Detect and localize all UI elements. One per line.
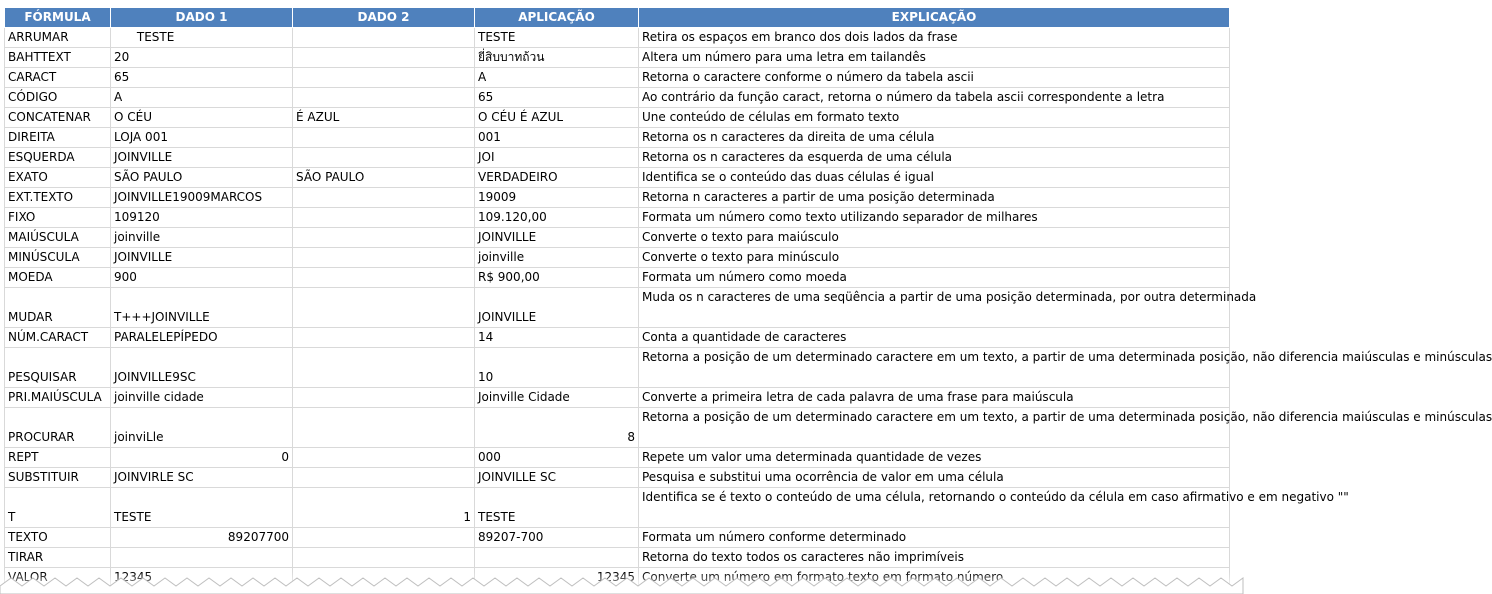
cell-dado2[interactable] <box>293 448 475 468</box>
cell-explicacao[interactable]: Retorna os n caracteres da direita de uma célula <box>639 128 1230 148</box>
cell-formula[interactable]: TEXTO <box>5 528 111 548</box>
cell-formula[interactable]: BAHTTEXT <box>5 48 111 68</box>
cell-formula[interactable]: PESQUISAR <box>5 348 111 388</box>
cell-dado2[interactable] <box>293 288 475 328</box>
cell-explicacao[interactable]: Retorna n caracteres a partir de uma posição determinada <box>639 188 1230 208</box>
cell-explicacao[interactable]: Identifica se é texto o conteúdo de uma célula, retornando o conteúdo da célula em caso afirmativo e em negativo "" <box>639 488 1230 528</box>
cell-explicacao[interactable]: Repete um valor uma determinada quantidade de vezes <box>639 448 1230 468</box>
cell-aplicacao[interactable]: JOINVILLE SC <box>475 468 639 488</box>
cell-explicacao[interactable]: Retorna a posição de um determinado caractere em um texto, a partir de uma determinada posição, não diferencia maiúsculas e minúsculas <box>639 348 1230 388</box>
cell-formula[interactable]: CONCATENAR <box>5 108 111 128</box>
cell-aplicacao[interactable]: 109.120,00 <box>475 208 639 228</box>
cell-explicacao[interactable]: Converte a primeira letra de cada palavra de uma frase para maiúscula <box>639 388 1230 408</box>
cell-dado1[interactable]: PARALELEPÍPEDO <box>111 328 293 348</box>
cell-formula[interactable]: PRI.MAIÚSCULA <box>5 388 111 408</box>
cell-dado1[interactable]: JOINVILLE9SC <box>111 348 293 388</box>
cell-dado2[interactable] <box>293 348 475 388</box>
cell-aplicacao[interactable]: JOI <box>475 148 639 168</box>
cell-explicacao[interactable]: Converte o texto para maiúsculo <box>639 228 1230 248</box>
cell-dado1[interactable]: TESTE <box>111 28 293 48</box>
cell-dado1[interactable]: joinville <box>111 228 293 248</box>
cell-aplicacao[interactable] <box>475 548 639 568</box>
cell-explicacao[interactable]: Muda os n caracteres de uma seqüência a partir de uma posição determinada, por outra determinada <box>639 288 1230 328</box>
table-row <box>5 228 1230 248</box>
table-row <box>5 488 1230 528</box>
cell-dado2[interactable] <box>293 468 475 488</box>
cell-explicacao[interactable]: Pesquisa e substitui uma ocorrência de valor em uma célula <box>639 468 1230 488</box>
cell-dado2[interactable] <box>293 88 475 108</box>
cell-dado1[interactable]: 109120 <box>111 208 293 228</box>
table-row <box>5 388 1230 408</box>
cell-dado2[interactable] <box>293 548 475 568</box>
cell-formula[interactable]: CARACT <box>5 68 111 88</box>
table-row <box>5 468 1230 488</box>
cell-aplicacao[interactable]: A <box>475 68 639 88</box>
table-row <box>5 208 1230 228</box>
cell-dado1[interactable]: JOINVIRLE SC <box>111 468 293 488</box>
cell-dado2[interactable] <box>293 528 475 548</box>
cell-aplicacao[interactable]: JOINVILLE <box>475 228 639 248</box>
cell-explicacao[interactable]: Retorna o caractere conforme o número da tabela ascii <box>639 68 1230 88</box>
cell-aplicacao[interactable]: R$ 900,00 <box>475 268 639 288</box>
cell-aplicacao[interactable]: 89207-700 <box>475 528 639 548</box>
table-body <box>5 28 1492 588</box>
cell-aplicacao[interactable]: Joinville Cidade <box>475 388 639 408</box>
cell-formula[interactable]: EXT.TEXTO <box>5 188 111 208</box>
cell-explicacao[interactable]: Retira os espaços em branco dos dois lados da frase <box>639 28 1230 48</box>
header-explicacao[interactable]: EXPLICAÇÃO <box>639 8 1230 28</box>
torn-edge <box>0 572 1243 594</box>
cell-dado1[interactable]: 89207700 <box>111 528 293 548</box>
cell-dado1[interactable]: 65 <box>111 68 293 88</box>
cell-formula[interactable]: SUBSTITUIR <box>5 468 111 488</box>
table-row <box>5 268 1230 288</box>
table-row <box>5 188 1230 208</box>
cell-dado2[interactable] <box>293 128 475 148</box>
cell-aplicacao[interactable]: joinville <box>475 248 639 268</box>
cell-formula[interactable]: CÓDIGO <box>5 88 111 108</box>
table-row <box>5 248 1230 268</box>
cell-dado2[interactable]: SÃO PAULO <box>293 168 475 188</box>
spreadsheet-table <box>4 7 1492 588</box>
table-row <box>5 128 1230 148</box>
cell-explicacao[interactable]: Retorna do texto todos os caracteres não imprimíveis <box>639 548 1230 568</box>
table-row <box>5 448 1230 468</box>
cell-dado2[interactable] <box>293 228 475 248</box>
cell-formula[interactable]: EXATO <box>5 168 111 188</box>
table-row <box>5 88 1230 108</box>
table-row <box>5 328 1230 348</box>
cell-dado1[interactable]: 900 <box>111 268 293 288</box>
cell-dado1[interactable]: joinville cidade <box>111 388 293 408</box>
cell-aplicacao[interactable]: 14 <box>475 328 639 348</box>
cell-formula[interactable]: FIXO <box>5 208 111 228</box>
cell-dado2[interactable] <box>293 148 475 168</box>
cell-dado1[interactable]: A <box>111 88 293 108</box>
cell-aplicacao[interactable]: ยี่สิบบาทถ้วน <box>475 48 639 68</box>
cell-dado2[interactable] <box>293 208 475 228</box>
table-row <box>5 48 1230 68</box>
cell-dado1[interactable]: JOINVILLE19009MARCOS <box>111 188 293 208</box>
cell-explicacao[interactable]: Ao contrário da função caract, retorna o número da tabela ascii correspondente a letra <box>639 88 1230 108</box>
table-row <box>5 408 1230 448</box>
cell-dado1[interactable] <box>111 548 293 568</box>
cell-formula[interactable]: PROCURAR <box>5 408 111 448</box>
cell-dado1[interactable]: JOINVILLE <box>111 148 293 168</box>
cell-dado1[interactable]: 20 <box>111 48 293 68</box>
cell-explicacao[interactable]: Identifica se o conteúdo das duas células é igual <box>639 168 1230 188</box>
cell-dado2[interactable] <box>293 248 475 268</box>
table-row <box>5 528 1230 548</box>
cell-dado2[interactable] <box>293 188 475 208</box>
cell-aplicacao[interactable]: 19009 <box>475 188 639 208</box>
header-aplicacao[interactable]: APLICAÇÃO <box>475 8 639 28</box>
cell-aplicacao[interactable]: TESTE <box>475 28 639 48</box>
cell-formula[interactable]: MUDAR <box>5 288 111 328</box>
cell-formula[interactable]: MOEDA <box>5 268 111 288</box>
cell-dado2[interactable]: É AZUL <box>293 108 475 128</box>
cell-formula[interactable]: MINÚSCULA <box>5 248 111 268</box>
cell-dado2[interactable]: 1 <box>293 488 475 528</box>
cell-formula[interactable]: TIRAR <box>5 548 111 568</box>
table-row <box>5 108 1230 128</box>
cell-explicacao[interactable]: Formata um número como texto utilizando separador de milhares <box>639 208 1230 228</box>
cell-dado1[interactable]: T+++JOINVILLE <box>111 288 293 328</box>
cell-formula[interactable]: DIREITA <box>5 128 111 148</box>
cell-aplicacao[interactable]: 001 <box>475 128 639 148</box>
cell-dado1[interactable]: JOINVILLE <box>111 248 293 268</box>
cell-aplicacao[interactable]: 000 <box>475 448 639 468</box>
cell-dado2[interactable] <box>293 48 475 68</box>
cell-dado1[interactable]: O CÉU <box>111 108 293 128</box>
cell-explicacao[interactable]: Retorna a posição de um determinado caractere em um texto, a partir de uma determinada posição, não diferencia maiúsculas e minúsculas <box>639 408 1230 448</box>
cell-dado1[interactable]: SÃO PAULO <box>111 168 293 188</box>
header-dado2[interactable]: DADO 2 <box>293 8 475 28</box>
header-row <box>5 8 1230 28</box>
cell-dado2[interactable] <box>293 268 475 288</box>
cell-explicacao[interactable]: Altera um número para uma letra em tailandês <box>639 48 1230 68</box>
cell-formula[interactable]: ARRUMAR <box>5 28 111 48</box>
cell-explicacao[interactable]: Converte o texto para minúsculo <box>639 248 1230 268</box>
table-row <box>5 28 1230 48</box>
cell-dado2[interactable] <box>293 408 475 448</box>
cell-formula[interactable]: MAIÚSCULA <box>5 228 111 248</box>
cell-dado1[interactable]: LOJA 001 <box>111 128 293 148</box>
cell-dado2[interactable] <box>293 68 475 88</box>
cell-aplicacao[interactable]: O CÉU É AZUL <box>475 108 639 128</box>
cell-aplicacao[interactable]: 65 <box>475 88 639 108</box>
header-dado1[interactable]: DADO 1 <box>111 8 293 28</box>
cell-aplicacao[interactable]: VERDADEIRO <box>475 168 639 188</box>
header-formula[interactable]: FÓRMULA <box>5 8 111 28</box>
cell-aplicacao[interactable]: 8 <box>475 408 639 448</box>
table-row <box>5 548 1230 568</box>
cell-aplicacao[interactable]: 10 <box>475 348 639 388</box>
cell-dado1[interactable]: 0 <box>111 448 293 468</box>
cell-formula[interactable]: NÚM.CARACT <box>5 328 111 348</box>
cell-explicacao[interactable]: Formata um número conforme determinado <box>639 528 1230 548</box>
cell-dado2[interactable] <box>293 388 475 408</box>
cell-explicacao[interactable]: Retorna os n caracteres da esquerda de uma célula <box>639 148 1230 168</box>
cell-formula[interactable]: T <box>5 488 111 528</box>
cell-explicacao[interactable]: Une conteúdo de células em formato texto <box>639 108 1230 128</box>
cell-dado1[interactable]: TESTE <box>111 488 293 528</box>
cell-formula[interactable]: ESQUERDA <box>5 148 111 168</box>
cell-aplicacao[interactable]: JOINVILLE <box>475 288 639 328</box>
cell-dado2[interactable] <box>293 28 475 48</box>
table-row <box>5 348 1230 388</box>
cell-explicacao[interactable]: Conta a quantidade de caracteres <box>639 328 1230 348</box>
cell-formula[interactable]: REPT <box>5 448 111 468</box>
table-row <box>5 68 1230 88</box>
table-row <box>5 148 1230 168</box>
cell-explicacao[interactable]: Formata um número como moeda <box>639 268 1230 288</box>
cell-aplicacao[interactable]: TESTE <box>475 488 639 528</box>
table-row <box>5 288 1230 328</box>
table-row <box>5 168 1230 188</box>
cell-dado1[interactable]: joinviLle <box>111 408 293 448</box>
cell-dado2[interactable] <box>293 328 475 348</box>
